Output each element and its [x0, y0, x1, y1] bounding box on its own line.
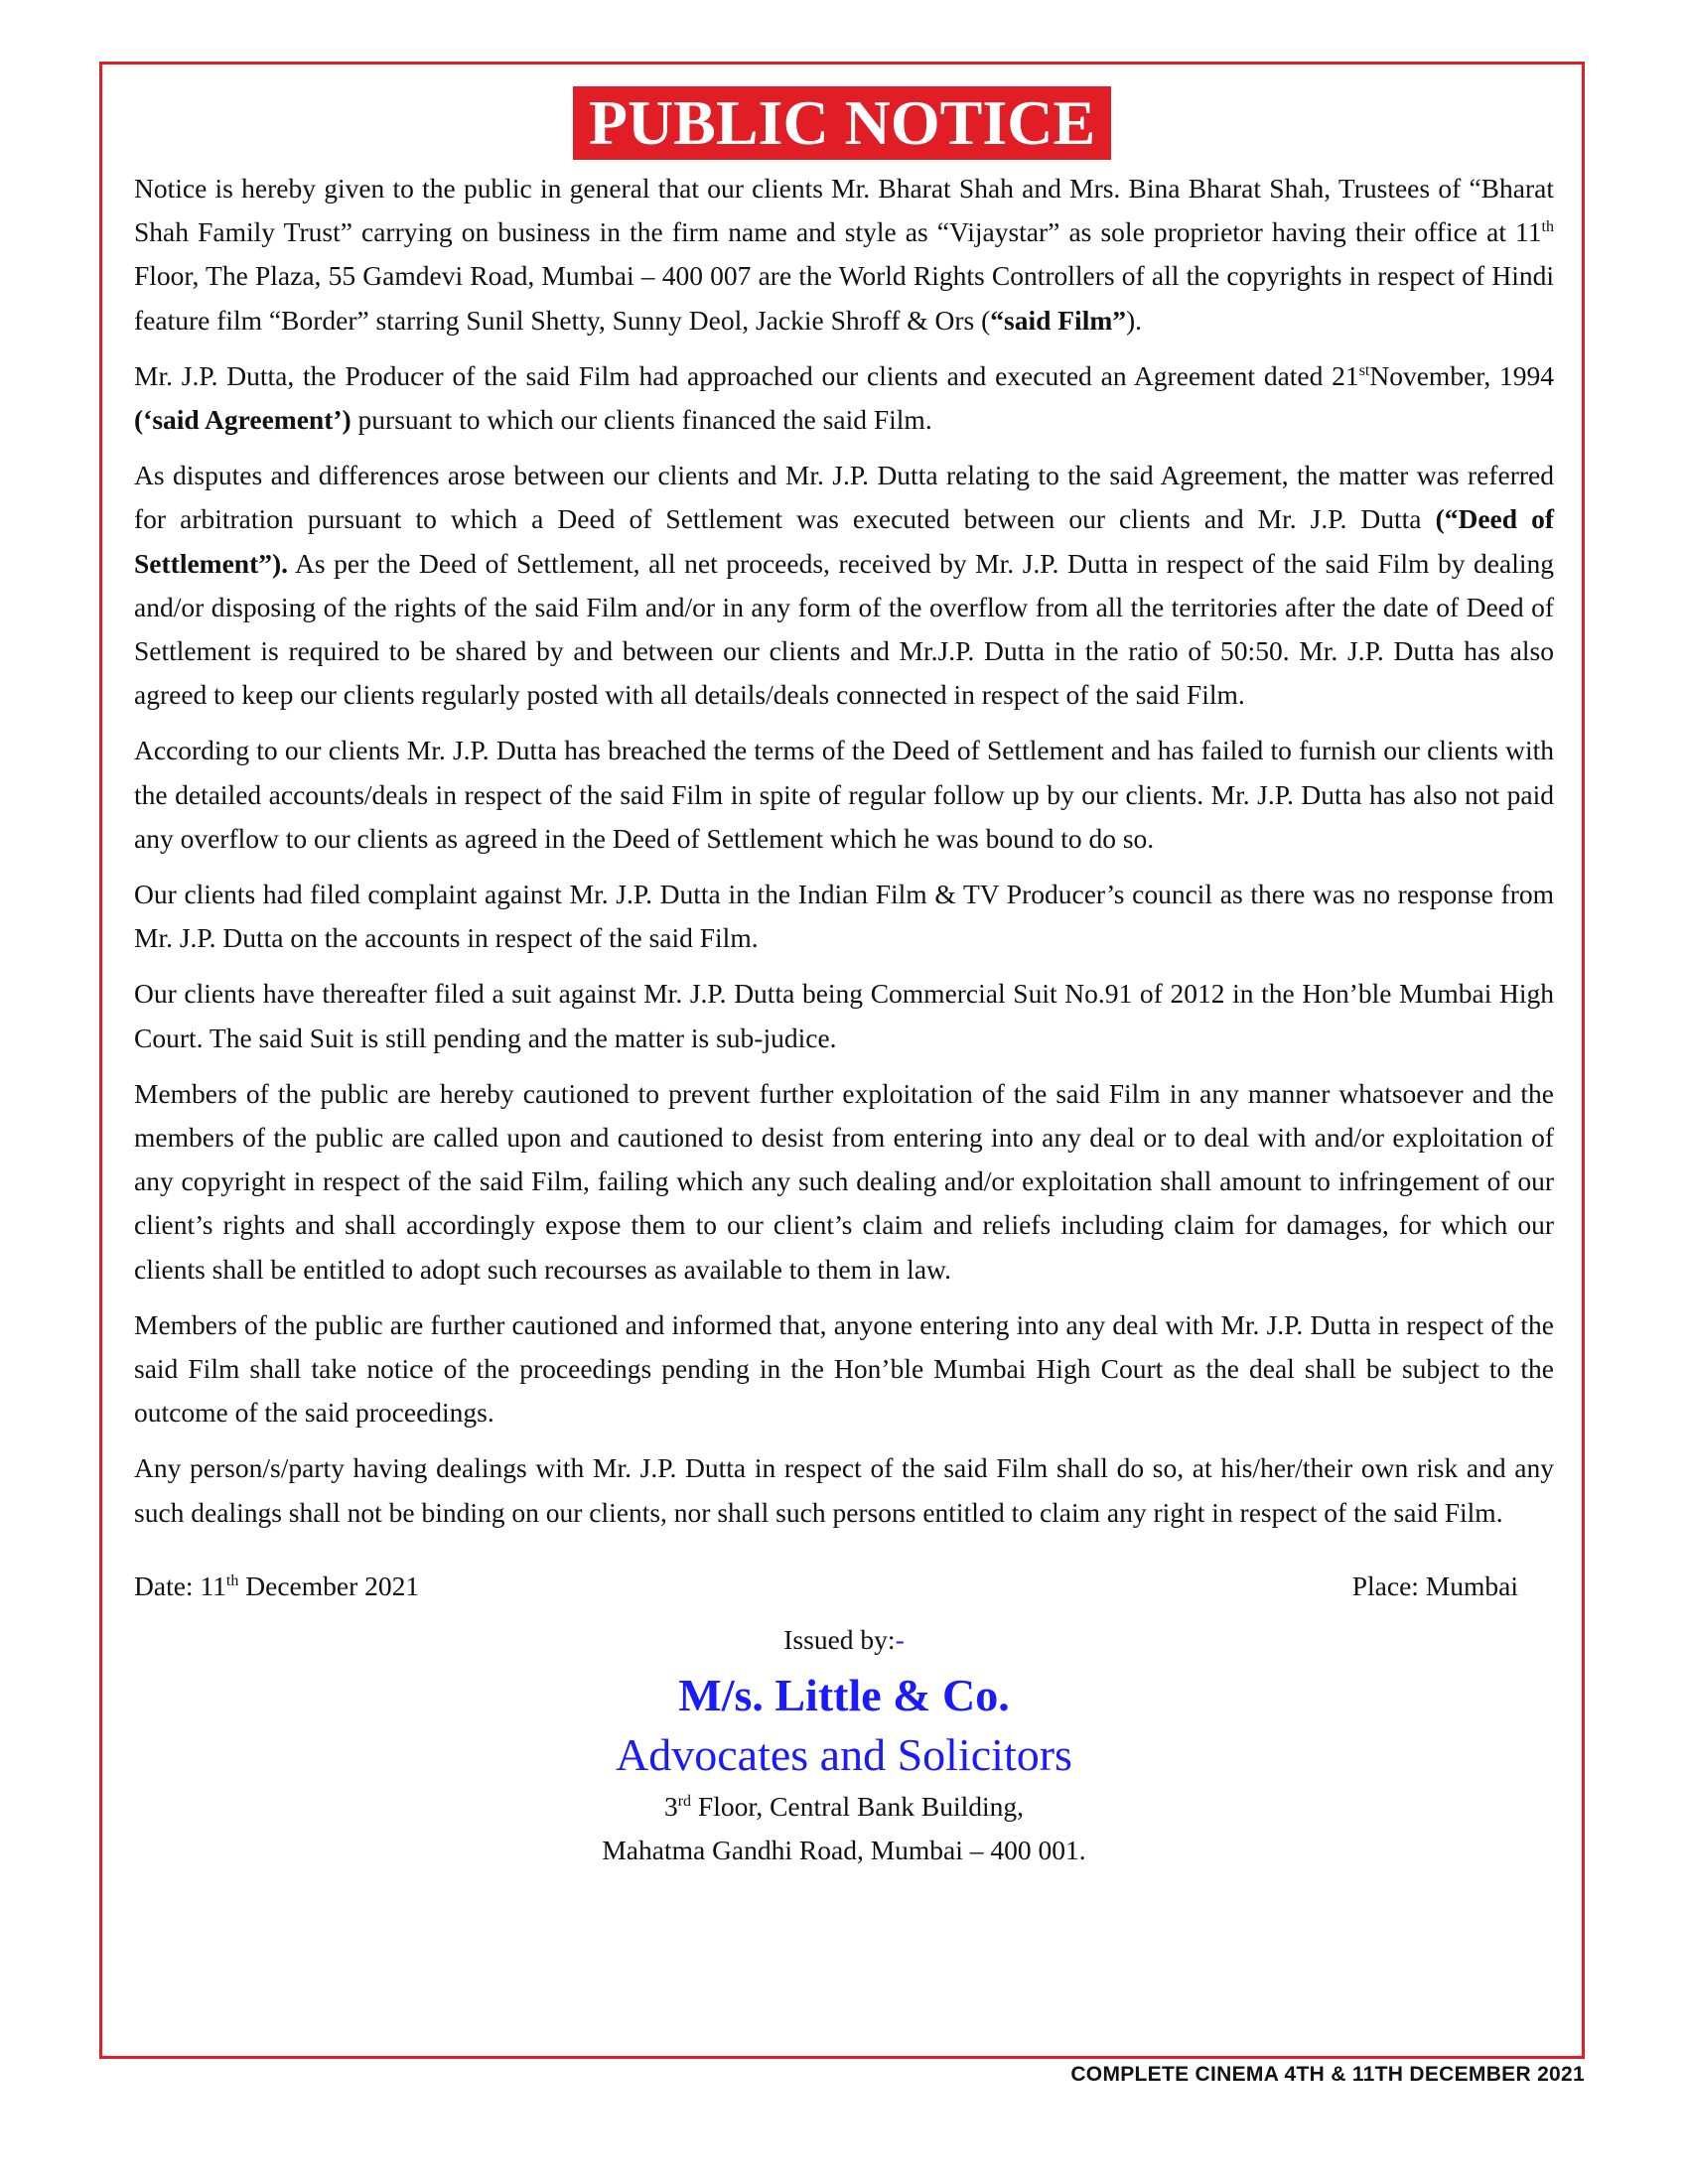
- notice-body: [134, 167, 1554, 1872]
- date-text-a: Date: 11: [134, 1570, 226, 1601]
- address-line-2: Mahatma Gandhi Road, Mumbai – 400 001.: [602, 1834, 1086, 1865]
- date-sup: th: [225, 1571, 239, 1589]
- publication-credit: COMPLETE CINEMA 4TH & 11TH DECEMBER 2021: [1070, 2063, 1585, 2086]
- firm-description: Advocates and Solicitors: [616, 1728, 1072, 1780]
- notice-title: PUBLIC NOTICE: [573, 86, 1111, 160]
- settlement-bold: (“Deed of Settlement”).: [134, 503, 1554, 579]
- address-building: Floor, Central Bank Building,: [691, 1790, 1025, 1822]
- notice-date: [134, 1565, 419, 1608]
- agreement-text-a: Mr. J.P. Dutta, the Producer of the said Film had approached our clients and executed an Agreement dated 21: [134, 359, 1359, 391]
- issued-by: [134, 1618, 1554, 1662]
- date-text-b: December 2021: [238, 1570, 420, 1601]
- agreement-text-c: pursuant to which our clients financed the said Film.: [351, 404, 932, 436]
- settlement-text-b: As per the Deed of Settlement, all net proceeds, received by Mr. J.P. Dutta in respect of the said Film by dealing and/or disposing of the rights of the said Film and/or in any form of the overflow from all the territories after the date of Deed of Settlement is required to be shared by and between our clients and Mr.J.P. Dutta in the ratio of 50:50. Mr. J.P. Dutta has also agreed to keep our clients regularly posted with all details/deals connected in respect of the said Film.: [134, 547, 1554, 711]
- paragraph-risk: Any person/s/party having dealings with Mr. J.P. Dutta in respect of the said Film shall do so, at his/her/their own risk and any such dealings shall not be binding on our clients, nor shall such persons entitled to claim any right in respect of the said Film.: [134, 1452, 1554, 1528]
- intro-sup: th: [1541, 218, 1554, 236]
- paragraph-further-caution: Members of the public are further cautioned and informed that, anyone entering into any deal with Mr. J.P. Dutta in respect of the said Film shall take notice of the proceedings pending in the Hon’ble Mumbai High Court as the deal shall be subject to the outcome of the said proceedings.: [134, 1308, 1554, 1429]
- intro-text-b: Floor, The Plaza, 55 Gamdevi Road, Mumbai – 400 007 are the World Rights Controllers of all the copyrights in respect of Hindi feature film “Border” starring Sunil Shetty, Sunny Deol, Jackie Shroff & Ors (: [134, 260, 1554, 336]
- title-wrap: [102, 86, 1582, 160]
- address-line-1: [134, 1785, 1554, 1829]
- intro-text-a: Notice is hereby given to the public in general that our clients Mr. Bharat Shah and Mrs. Bina Bharat Shah, Trustees of “Bharat Shah Family Trust” carrying on business in the firm name and style as “Vijaystar” as sole proprietor having their office at 11: [134, 173, 1554, 248]
- date-place-row: [134, 1565, 1554, 1608]
- notice-place: Place: Mumbai: [1351, 1570, 1518, 1601]
- settlement-text-a: As disputes and differences arose between our clients and Mr. J.P. Dutta relating to the said Agreement, the matter was referred for arbitration pursuant to which a Deed of Settlement was executed between our clients and Mr. J.P. Dutta: [134, 460, 1554, 535]
- firm-name: M/s. Little & Co.: [678, 1669, 1010, 1720]
- intro-text-c: ).: [1126, 304, 1143, 336]
- paragraph-complaint: Our clients had filed complaint against Mr. J.P. Dutta in the Indian Film & TV Producer’s council as there was no response from Mr. J.P. Dutta on the accounts in respect of the said Film.: [134, 879, 1554, 954]
- issued-by-dash: -: [895, 1623, 905, 1655]
- paragraph-intro: [134, 167, 1554, 342]
- paragraph-settlement: [134, 454, 1554, 717]
- intro-bold: “said Film”: [990, 304, 1126, 336]
- issued-by-label: Issued by:: [783, 1623, 896, 1655]
- notice-frame: [99, 62, 1585, 2059]
- address-sup: rd: [677, 1792, 692, 1810]
- paragraph-agreement: [134, 354, 1554, 442]
- agreement-bold: (‘said Agreement’): [134, 404, 352, 436]
- agreement-sup: st: [1358, 361, 1370, 379]
- paragraph-suit: Our clients have thereafter filed a suit against Mr. J.P. Dutta being Commercial Suit No.91 of 2012 in the Hon’ble Mumbai High Court. The said Suit is still pending and the matter is sub-judice.: [134, 978, 1554, 1053]
- paragraph-breach: According to our clients Mr. J.P. Dutta has breached the terms of the Deed of Settlement and has failed to furnish our clients with the detailed accounts/deals in respect of the said Film in spite of regular follow up by our clients. Mr. J.P. Dutta has also not paid any overflow to our clients as agreed in the Deed of Settlement which he was bound to do so.: [134, 735, 1554, 854]
- agreement-text-b: November, 1994: [1369, 359, 1555, 391]
- address-floor: 3: [663, 1790, 678, 1822]
- paragraph-caution: Members of the public are hereby cautioned to prevent further exploitation of the said Film in any manner whatsoever and the members of the public are called upon and cautioned to desist from entering into any deal or to deal with and/or exploitation of any copyright in respect of the said Film, failing which any such dealing and/or exploitation shall amount to infringement of our client’s rights and shall accordingly expose them to our client’s claim and reliefs including claim for damages, for which our clients shall be entitled to adopt such recourses as available to them in law.: [134, 1077, 1554, 1285]
